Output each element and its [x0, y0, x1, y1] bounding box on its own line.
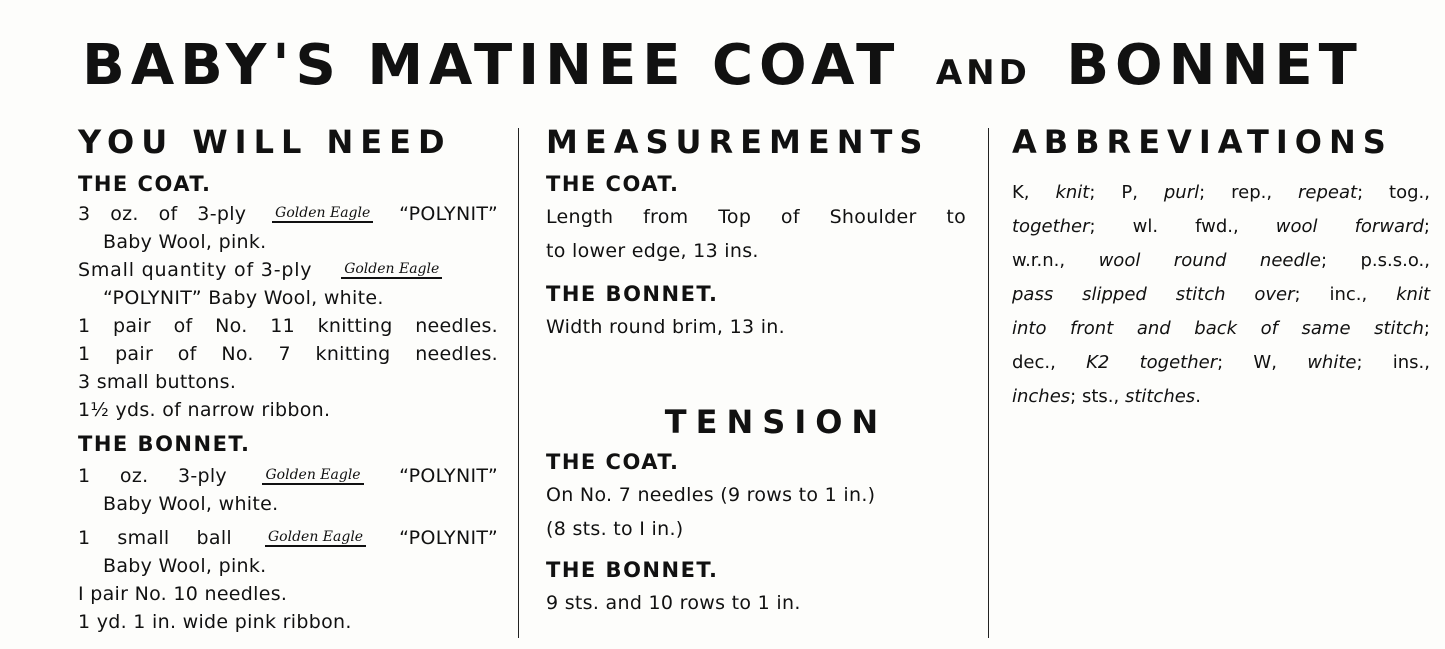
abbreviation-segment: wool forward	[1275, 216, 1424, 237]
abbreviation-segment: ;	[1423, 216, 1430, 237]
coat-tension-heading: THE COAT.	[546, 450, 680, 474]
bonnet-material-item: 1 yd. 1 in. wide pink ribbon.	[78, 611, 352, 633]
title-end: BONNET	[1066, 33, 1363, 98]
bonnet-measurements-heading: THE BONNET.	[546, 282, 719, 306]
abbreviations-column	[1012, 120, 1430, 414]
coat-material-item: 1 pair of No. 7 knitting needles.	[78, 343, 498, 365]
abbreviation-segment: ; inc.,	[1294, 284, 1397, 305]
golden-eagle-logo-icon: Golden Eagle	[262, 467, 363, 485]
golden-eagle-logo-icon: Golden Eagle	[265, 529, 366, 547]
you-will-need-heading: YOU WILL NEED	[78, 123, 452, 161]
coat-material-item: 3 small buttons.	[78, 371, 237, 393]
abbreviation-segment: purl	[1163, 182, 1200, 203]
abbreviation-line	[1012, 380, 1430, 414]
abbreviation-segment: ; sts.,	[1070, 386, 1125, 407]
golden-eagle-logo-icon: Golden Eagle	[341, 261, 442, 279]
abbreviation-segment: w.r.n.,	[1012, 250, 1099, 271]
abbreviation-segment: ; P,	[1089, 182, 1164, 203]
abbreviation-line	[1012, 312, 1430, 346]
abbreviation-segment: K2 together	[1086, 352, 1218, 373]
abbreviation-line	[1012, 210, 1430, 244]
coat-material-item: Small quantity of 3-ply Golden Eagle “POLYNIT” Baby Wool, white.	[78, 256, 498, 312]
coat-materials-heading: THE COAT.	[78, 172, 212, 196]
abbreviation-segment: ; wl. fwd.,	[1089, 216, 1276, 237]
abbreviation-segment: ; W,	[1217, 352, 1308, 373]
coat-tension-line: (8 sts. to I in.)	[546, 518, 684, 540]
abbreviation-segment: wool round needle	[1098, 250, 1321, 271]
abbreviations-heading: ABBREVIATIONS	[1012, 123, 1393, 161]
abbreviation-segment: pass slipped stitch over	[1012, 284, 1295, 305]
coat-tension-line: On No. 7 needles (9 rows to 1 in.)	[546, 484, 876, 506]
abbreviation-segment: ; tog.,	[1357, 182, 1430, 203]
abbreviation-line	[1012, 346, 1430, 380]
title-conjunction: AND	[935, 53, 1031, 93]
coat-measurements-heading: THE COAT.	[546, 172, 680, 196]
abbreviation-segment: ; p.s.s.o.,	[1320, 250, 1430, 271]
measurements-heading: MEASUREMENTS	[546, 123, 930, 161]
column-divider-right	[988, 128, 989, 638]
bonnet-tension-line: 9 sts. and 10 rows to 1 in.	[546, 592, 801, 614]
bonnet-material-item: 1 oz. 3-ply Golden Eagle “POLYNIT” Baby Wool, white.	[78, 465, 498, 515]
bonnet-materials-heading: THE BONNET.	[78, 432, 251, 456]
abbreviation-segment: ; ins.,	[1356, 352, 1430, 373]
abbreviation-segment: knit	[1396, 284, 1430, 305]
abbreviation-line	[1012, 278, 1430, 312]
tension-heading: TENSION	[664, 403, 888, 441]
abbreviation-segment: inches	[1012, 386, 1071, 407]
abbreviation-segment: knit	[1055, 182, 1090, 203]
abbreviation-segment: ; rep.,	[1199, 182, 1298, 203]
measurements-column	[546, 120, 966, 620]
abbreviation-line	[1012, 176, 1430, 210]
coat-material-item: 1½ yds. of narrow ribbon.	[78, 399, 331, 421]
abbreviation-segment: repeat	[1298, 182, 1358, 203]
bonnet-material-item: 1 small ball Golden Eagle “POLYNIT” Baby Wool, pink.	[78, 527, 499, 577]
coat-material-item: 1 pair of No. 11 knitting needles.	[78, 315, 498, 337]
abbreviation-segment: together	[1012, 216, 1090, 237]
bonnet-measurement-line: Width round brim, 13 in.	[546, 316, 785, 338]
golden-eagle-logo-icon: Golden Eagle	[272, 205, 373, 223]
bonnet-material-item: I pair No. 10 needles.	[78, 583, 288, 605]
abbreviation-segment: K,	[1012, 182, 1056, 203]
column-divider-left	[518, 128, 519, 638]
abbreviation-segment: ;	[1423, 318, 1430, 339]
abbreviation-segment: white	[1307, 352, 1357, 373]
abbreviation-line	[1012, 244, 1430, 278]
abbreviation-segment: .	[1195, 386, 1201, 407]
title-main: BABY'S MATINEE COAT	[82, 33, 901, 98]
abbreviations-text	[1012, 176, 1430, 414]
coat-material-item: 3 oz. of 3-ply Golden Eagle “POLYNIT” Baby Wool, pink.	[78, 203, 498, 253]
abbreviation-segment: into front and back of same stitch	[1012, 318, 1424, 339]
bonnet-tension-heading: THE BONNET.	[546, 558, 719, 582]
coat-measurement-line: Length from Top of Shoulder to	[546, 206, 966, 228]
page-title	[0, 33, 1445, 98]
abbreviation-segment: dec.,	[1012, 352, 1087, 373]
abbreviation-segment: stitches	[1124, 386, 1196, 407]
coat-measurement-line: to lower edge, 13 ins.	[546, 240, 759, 262]
you-will-need-column	[78, 120, 498, 636]
